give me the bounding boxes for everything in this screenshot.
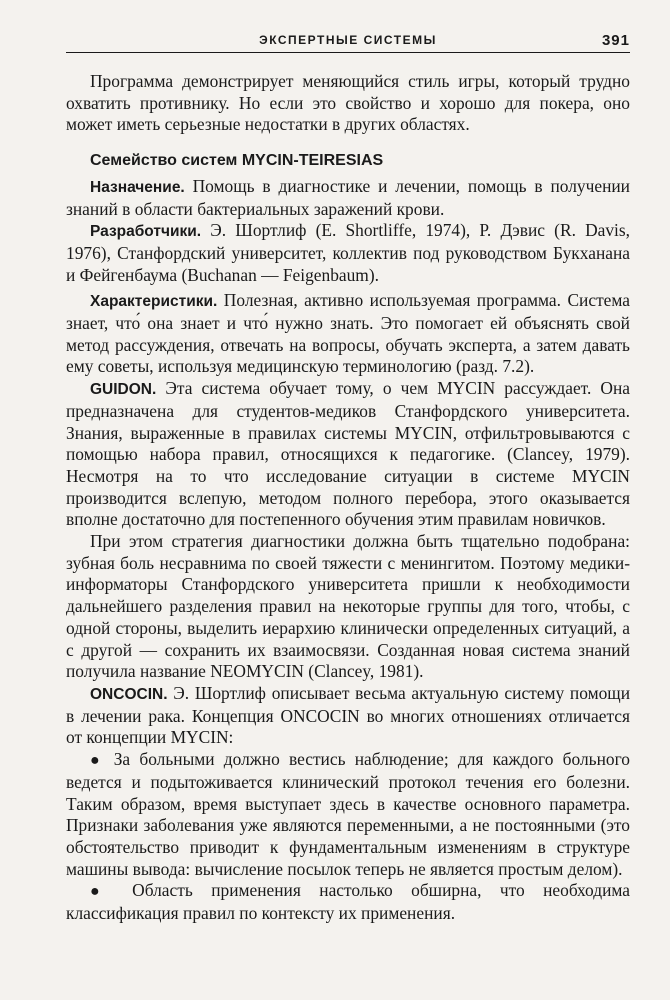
characteristics-text: Полезная, активно используемая программа. Система знает, что́ она знает и что́ нужно знать. Это помогает ей объяснять свой метод рассуждения, отвечать на вопросы, обучать эксперта, а затем давать ему советы, используя медицинскую терминологию (разд. 7.2). [66,290,630,377]
bullet-text: За больными должно вестись наблюдение; для каждого больного ведется и подытоживается клинический протокол течения его болезни. Таким образом, время выступает здесь в качестве основного параметра. Признаки заболевания уже являются переменными, а не постоянными (это обстоятельство приводит к фундаментальным изменениям в структуре машины вывода: вычисление посылок теперь не является простым делом). [66,749,630,879]
bullet-item-observation [66,749,630,880]
oncocin-label: ONCOCIN. [90,685,168,703]
developers-label: Разработчики. [90,223,202,241]
page-body [66,71,630,925]
purpose-paragraph [66,176,630,220]
guidon-label: GUIDON. [90,381,157,399]
bullet-text: Область применения настолько обширна, что необходима классификация правил по контексту их применения. [66,880,630,924]
bullet-item-scope [66,880,630,924]
section-heading: Семейство систем MYCIN-TEIRESIAS [90,152,384,170]
strategy-paragraph: При этом стратегия диагностики должна быть тщательно подобрана: зубная боль несравнима по своей тяжести с менингитом. Поэтому медики-информаторы Станфордского университета пришли к необходимости дальнейшего разделения правил на некоторые группы для того, чтобы, с одной стороны, выделить иерархию клинически определенных ситуаций, а с другой — сохранить их взаимосвязи. Созданная новая система знаний получила название NEOMYCIN (Clancey, 1981). [66,531,630,682]
header-title: ЭКСПЕРТНЫЕ СИСТЕМЫ [259,33,437,47]
guidon-text: Эта система обучает тому, о чем MYCIN рассуждает. Она предназначена для студентов-медиков Станфордского университета. Знания, выраженные в правилах системы MYCIN, отфильтровываются с помощью набора правил, относящихся к педагогике. (Clancey, 1979). Несмотря на то что исследование ситуации в системе MYCIN производится вслепую, методом полного перебора, этого оказывается вполне достаточно для постепенного обучения этим правилам новичков. [66,378,630,530]
characteristics-paragraph [66,290,630,378]
developers-text: Э. Шортлиф (E. Shortliffe, 1974), Р. Дэвис (R. Davis, 1976), Станфордский университет, коллектив под руководством Букханана и Фейгенбаума (Buchanan — Feigenbaum). [66,220,630,285]
page [66,30,630,925]
purpose-label: Назначение. [90,178,185,196]
guidon-paragraph [66,378,630,531]
oncocin-text: Э. Шортлиф описывает весьма актуальную систему помощи в лечении рака. Концепция ONCOCIN во многих отношениях отличается от концепции MYCIN: [66,682,630,748]
characteristics-label: Характеристики. [90,293,218,311]
purpose-text: Помощь в диагностике и лечении, помощь в получении знаний в области бактериальных заражений крови. [66,175,630,219]
page-number: 391 [601,32,630,49]
bullet-icon: ● [90,883,114,901]
oncocin-paragraph [66,683,630,749]
running-header [66,30,630,53]
developers-paragraph [66,220,630,286]
bullet-icon: ● [90,752,105,770]
intro-paragraph: Программа демонстрирует меняющийся стиль игры, который трудно охватить противнику. Но если это свойство и хорошо для покера, оно может иметь серьезные недостатки в других областях. [66,71,630,135]
